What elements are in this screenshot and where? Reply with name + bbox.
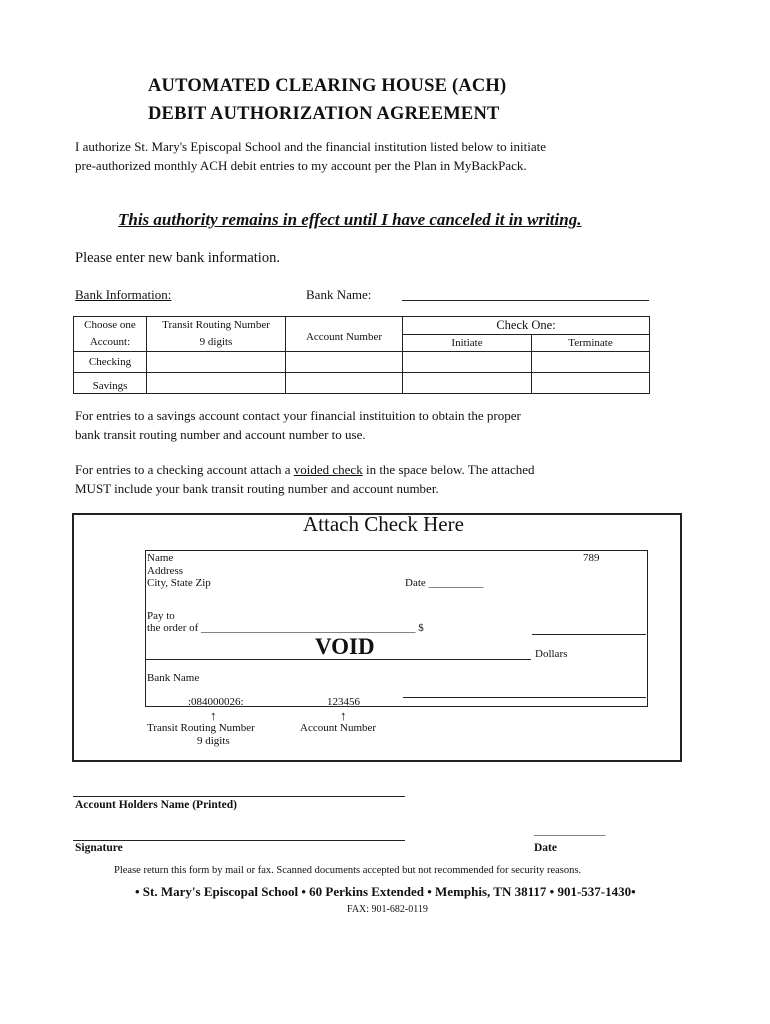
check-bank-name: Bank Name [147,672,200,684]
check-order-of: the order of _______________________________________ $ [147,622,424,634]
check-number: 789 [583,552,600,564]
title-line-2: DEBIT AUTHORIZATION AGREEMENT [148,104,500,124]
authority-notice: This authority remains in effect until I have canceled it in writing. [118,210,582,229]
check-one-header: Check One: [403,317,650,335]
checking-account-cell[interactable] [286,352,403,373]
date-blank[interactable]: _____________ [534,825,606,837]
savings-terminate-cell[interactable] [532,373,650,394]
choose-line-2: Account: [89,336,131,348]
intro-line-1: I authorize St. Mary's Episcopal School and the financial institution listed below to initiate [75,139,546,154]
account-arrow-icon: ↑ [340,708,347,723]
table-row-savings [74,373,650,394]
intro-line-2: pre-authorized monthly ACH debit entries to my account per the Plan in MyBackPack. [75,158,527,173]
enter-bank-info: Please enter new bank information. [75,250,280,266]
bank-name-field[interactable] [402,300,649,301]
school-address: • St. Mary's Episcopal School • 60 Perkins Extended • Memphis, TN 38117 • 901-537-1430• [135,884,636,899]
check-date: Date __________ [405,577,484,589]
routing-label: Transit Routing Number [147,722,255,734]
routing-header-line-1: Transit Routing Number [162,319,270,331]
savings-initiate-cell[interactable] [403,373,532,394]
check-city-state-zip: City, State Zip [147,577,211,589]
choose-account-header [74,317,147,352]
check-routing-value: :084000026: [188,696,244,708]
title-line-1: AUTOMATED CLEARING HOUSE (ACH) [148,76,507,96]
choose-line-1: Choose one [84,319,136,331]
bank-information-label: Bank Information: [75,287,172,302]
voided-check-text: voided check [293,462,363,477]
check-dollars-line [146,659,531,660]
attach-check-heading: Attach Check Here [303,512,464,536]
account-number-header: Account Number [286,317,403,352]
date-label: Date [534,842,557,854]
checking-initiate-cell[interactable] [403,352,532,373]
table-row-checking [74,352,650,373]
printed-name-line[interactable] [73,796,405,797]
signature-label: Signature [75,842,123,854]
checking-note-line-2: MUST include your bank transit routing number and account number. [75,481,439,496]
checking-note-line-1 [75,460,535,479]
signature-line[interactable] [73,840,405,841]
checking-note-post: in the space below. The attached [362,462,535,477]
savings-routing-cell[interactable] [147,373,286,394]
bank-name-label: Bank Name: [306,287,372,302]
bank-info-table [73,316,650,394]
routing-arrow-icon: ↑ [210,708,217,723]
return-note: Please return this form by mail or fax. Scanned documents accepted but not recommended for security reasons. [114,865,582,876]
routing-header [147,317,286,352]
printed-name-label: Account Holders Name (Printed) [75,799,237,811]
check-dollars: Dollars [535,648,568,660]
row-label-savings: Savings [74,373,147,394]
savings-note-line-1: For entries to a savings account contact your financial instituition to obtain the proper [75,408,521,423]
check-name: Name [147,552,174,564]
checking-terminate-cell[interactable] [532,352,650,373]
savings-account-cell[interactable] [286,373,403,394]
row-label-checking: Checking [74,352,147,373]
check-pay-to: Pay to [147,610,175,622]
routing-digits-label: 9 digits [197,735,230,747]
terminate-header: Terminate [532,334,650,352]
checking-note-pre: For entries to a checking account attach a [75,462,294,477]
initiate-header: Initiate [403,334,532,352]
check-amount-line [532,634,646,635]
void-text: VOID [315,634,375,659]
savings-note-line-2: bank transit routing number and account number to use. [75,427,366,442]
fax-number: FAX: 901-682-0119 [347,904,428,915]
check-address: Address [147,565,184,577]
checking-routing-cell[interactable] [147,352,286,373]
account-number-label: Account Number [300,722,377,734]
check-account-value: 123456 [327,696,360,708]
check-signature-line [403,697,646,698]
routing-header-line-2: 9 digits [199,336,233,348]
